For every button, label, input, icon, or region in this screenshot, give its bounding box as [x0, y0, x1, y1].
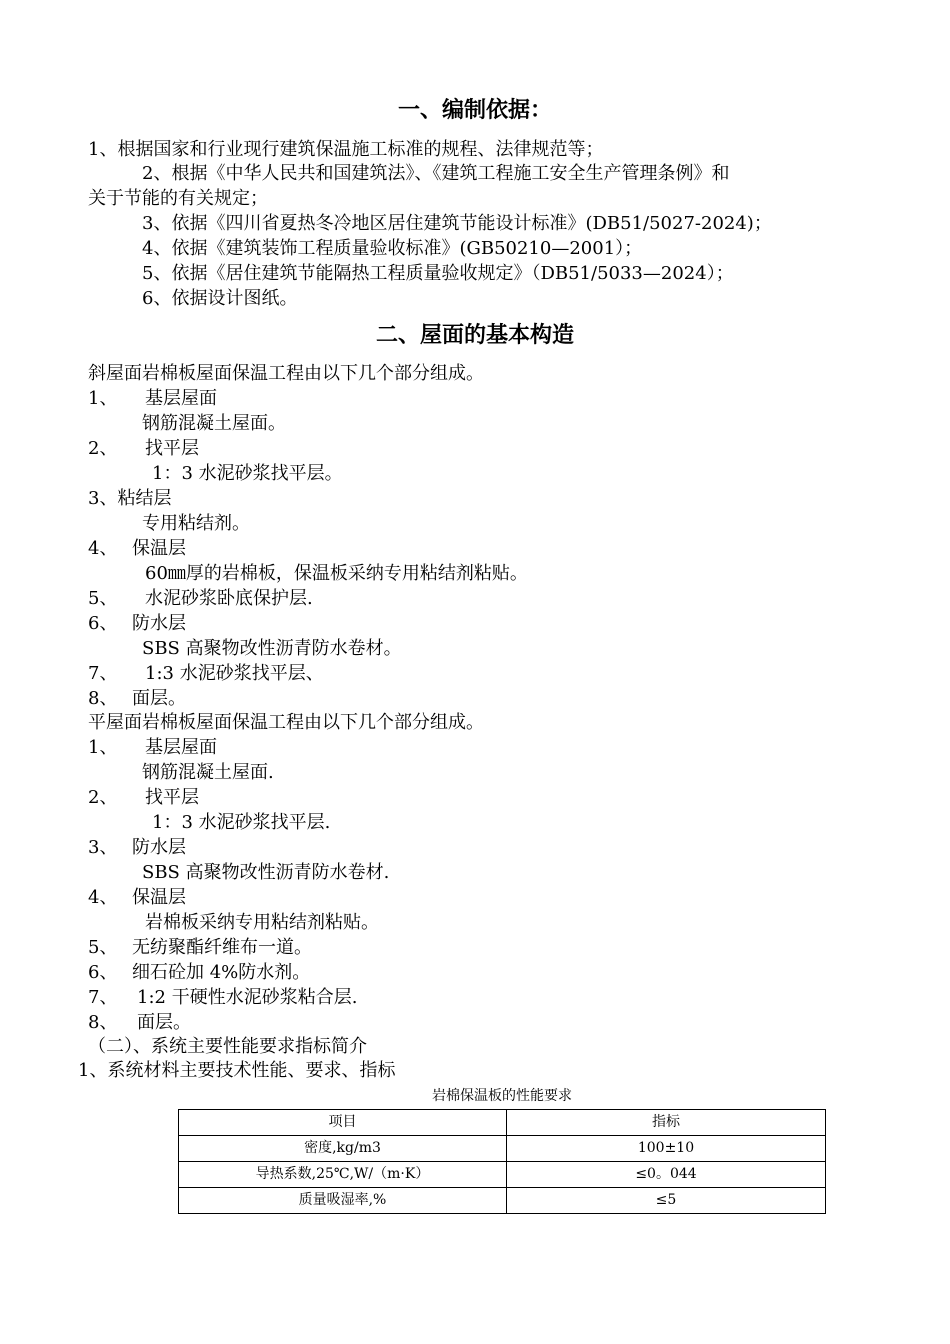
- flat-layer-2-name: 找平层: [145, 787, 199, 808]
- sloped-layer-3-desc: 专用粘结剂。: [142, 513, 250, 534]
- sloped-layer-6-number: 6、: [88, 613, 118, 634]
- rock-wool-spec-table: [178, 1109, 826, 1214]
- flat-layer-4-number: 4、: [88, 887, 118, 908]
- table-cell: ≤0。044: [507, 1162, 826, 1188]
- table-cell: ≤5: [507, 1188, 826, 1214]
- sloped-layer-4-number: 4、: [88, 538, 118, 559]
- basis-item-2: 2、根据《中华人民共和国建筑法》、《建筑工程施工安全生产管理条例》和: [142, 163, 730, 184]
- flat-layer-8-name: 面层。: [137, 1012, 191, 1033]
- sloped-layer-7-name: 1:3 水泥砂浆找平层、: [145, 663, 324, 684]
- table-row: [179, 1136, 826, 1162]
- sloped-layer-6-name: 防水层: [132, 613, 186, 634]
- table-header-row: [179, 1110, 826, 1136]
- table-cell: 100±10: [507, 1136, 826, 1162]
- sloped-layer-2-number: 2、: [88, 438, 118, 459]
- sloped-layer-4-name: 保温层: [132, 538, 186, 559]
- table-caption: 岩棉保温板的性能要求: [432, 1088, 572, 1104]
- flat-layer-8-number: 8、: [88, 1012, 118, 1033]
- performance-subheading: （二）、系统主要性能要求指标简介: [88, 1036, 367, 1057]
- materials-heading: 1、系统材料主要技术性能、要求、指标: [78, 1060, 396, 1081]
- flat-layer-1-name: 基层屋面: [145, 737, 217, 758]
- basis-item-5: 5、依据《居住建筑节能隔热工程质量验收规定》（DB51/5033—2024）；: [142, 263, 734, 284]
- basis-item-1: 1、根据国家和行业现行建筑保温施工标准的规程、法律规范等；: [88, 139, 604, 160]
- table-header-cell: 指标: [507, 1110, 826, 1136]
- flat-layer-3-number: 3、: [88, 837, 118, 858]
- table-cell: 导热系数,25℃,W/（m·K）: [179, 1162, 507, 1188]
- basis-item-4: 4、依据《建筑装饰工程质量验收标准》(GB50210—2001）；: [142, 238, 643, 259]
- flat-layer-7-name: 1:2 干硬性水泥砂浆粘合层.: [137, 987, 358, 1008]
- flat-roof-intro: 平屋面岩棉板屋面保温工程由以下几个部分组成。: [88, 712, 484, 733]
- sloped-layer-7-number: 7、: [88, 663, 118, 684]
- table-row: [179, 1188, 826, 1214]
- flat-layer-4-desc: 岩棉板采纳专用粘结剂粘贴。: [145, 912, 379, 933]
- basis-item-6: 6、依据设计图纸。: [142, 288, 298, 309]
- table-header-cell: 项目: [179, 1110, 507, 1136]
- section1-title: 一、编制依据：: [397, 98, 552, 123]
- flat-layer-6-number: 6、: [88, 962, 118, 983]
- sloped-layer-1-desc: 钢筋混凝土屋面。: [142, 413, 286, 434]
- sloped-layer-3-name: 3、粘结层: [88, 488, 172, 509]
- flat-layer-3-desc: SBS 高聚物改性沥青防水卷材.: [142, 862, 390, 883]
- sloped-layer-8-number: 8、: [88, 688, 118, 709]
- flat-layer-5-name: 无纺聚酯纤维布一道。: [132, 937, 312, 958]
- sloped-layer-8-name: 面层。: [132, 688, 186, 709]
- sloped-layer-5-name: 水泥砂浆卧底保护层.: [145, 588, 313, 609]
- sloped-layer-1-name: 基层屋面: [145, 388, 217, 409]
- flat-layer-1-number: 1、: [88, 737, 118, 758]
- flat-layer-2-number: 2、: [88, 787, 118, 808]
- flat-layer-5-number: 5、: [88, 937, 118, 958]
- sloped-roof-intro: 斜屋面岩棉板屋面保温工程由以下几个部分组成。: [88, 363, 484, 384]
- sloped-layer-1-number: 1、: [88, 388, 118, 409]
- basis-item-3: 3、依据《四川省夏热冬冷地区居住建筑节能设计标准》(DB51/5027-2024)；: [142, 213, 772, 234]
- sloped-layer-4-desc: 60㎜厚的岩棉板，保温板采纳专用粘结剂粘贴。: [145, 563, 528, 584]
- basis-item-2-cont: 关于节能的有关规定；: [88, 188, 268, 209]
- table-row: [179, 1162, 826, 1188]
- flat-layer-6-name: 细石砼加 4%防水剂。: [132, 962, 311, 983]
- table-cell: 质量吸湿率,%: [179, 1188, 507, 1214]
- sloped-layer-2-desc: 1：3 水泥砂浆找平层。: [152, 463, 343, 484]
- sloped-layer-5-number: 5、: [88, 588, 118, 609]
- flat-layer-2-desc: 1：3 水泥砂浆找平层.: [152, 812, 331, 833]
- sloped-layer-6-desc: SBS 高聚物改性沥青防水卷材。: [142, 638, 402, 659]
- sloped-layer-2-name: 找平层: [145, 438, 199, 459]
- section2-title: 二、屋面的基本构造: [375, 323, 574, 348]
- table-cell: 密度,kg/m3: [179, 1136, 507, 1162]
- flat-layer-1-desc: 钢筋混凝土屋面.: [142, 762, 274, 783]
- flat-layer-4-name: 保温层: [132, 887, 186, 908]
- flat-layer-3-name: 防水层: [132, 837, 186, 858]
- flat-layer-7-number: 7、: [88, 987, 118, 1008]
